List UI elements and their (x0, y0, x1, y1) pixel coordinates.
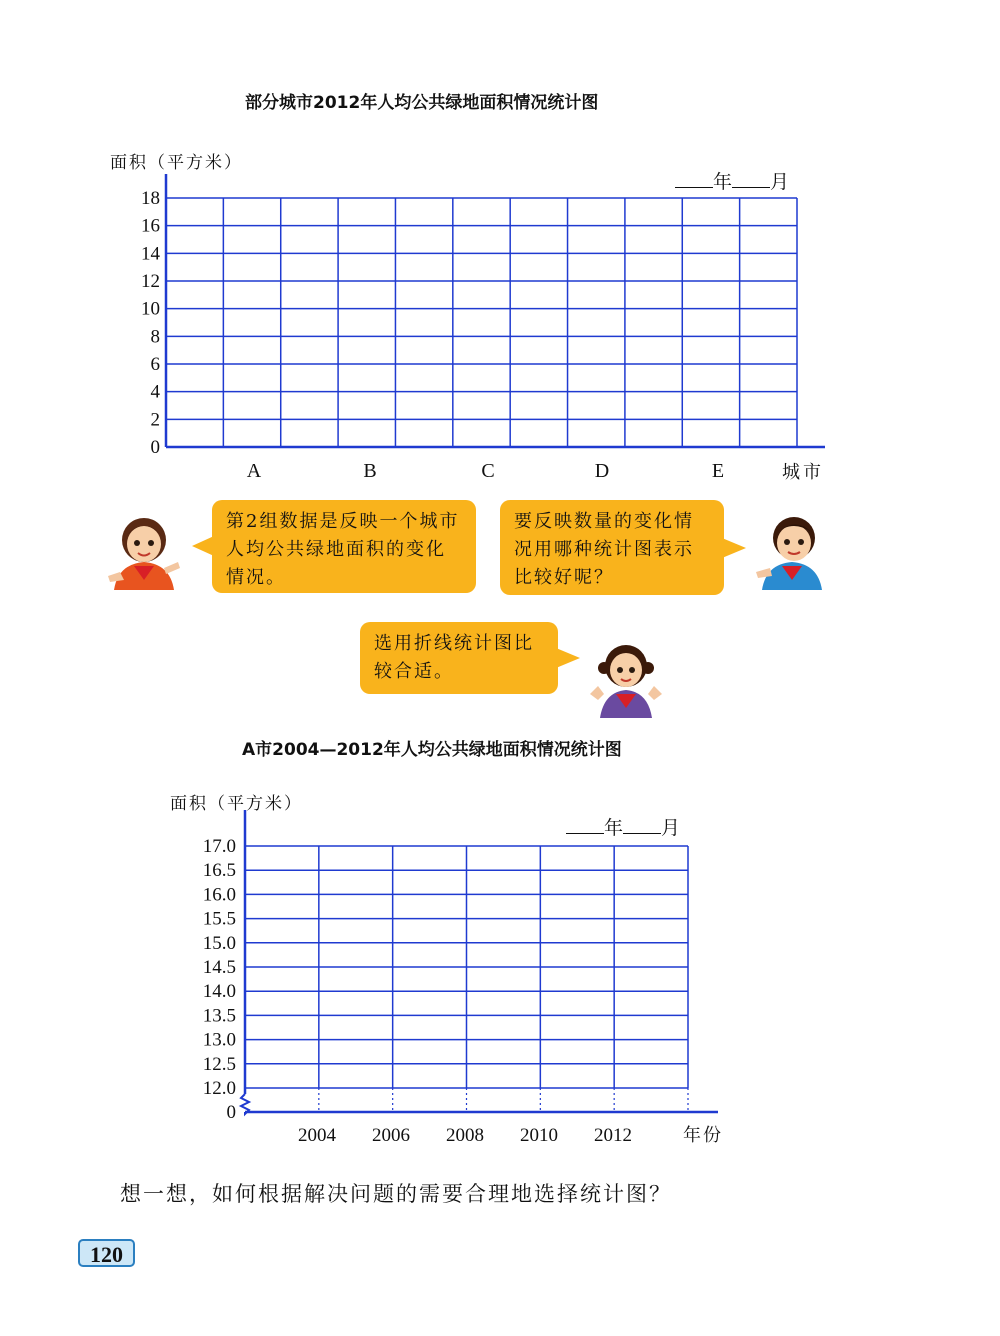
chart2-grid (0, 780, 1000, 1160)
chart1-y-tick-label: 16 (141, 215, 160, 237)
speech-text-girl-left: 第2组数据是反映一个城市人均公共绿地面积的变化情况。 (226, 511, 460, 588)
chart2-title: A市2004—2012年人均公共绿地面积情况统计图 (242, 740, 622, 760)
speech-bubble-girl-left (212, 500, 476, 593)
speech-text-boy-right: 要反映数量的变化情况用哪种统计图表示比较好呢？ (514, 511, 694, 588)
chart2-y-axis-label: 面积（平方米） (170, 794, 303, 814)
chart1-x-tick-label: C (481, 460, 495, 482)
chart1-x-tick-label: D (594, 460, 610, 482)
speech-text-girl-center: 选用折线统计图比较合适。 (374, 633, 534, 682)
chart1-x-tick-label: A (246, 460, 262, 482)
chart2-y-tick-label: 12.0 (202, 1078, 236, 1099)
speech-bubble-girl-center (360, 622, 558, 694)
chart1-x-axis-label: 城市 (782, 462, 824, 483)
reflection-question: 想一想，如何根据解决问题的需要合理地选择统计图？ (120, 1182, 672, 1206)
chart2-date-field: 年 月 (566, 813, 680, 840)
chart2-x-axis-label: 年份 (683, 1125, 723, 1146)
girl-center-illustration (584, 638, 668, 722)
chart2-y-tick-label: 13.5 (202, 1005, 236, 1027)
chart1-y-tick-label: 10 (141, 298, 160, 320)
chart2-y-tick-label: 15.0 (202, 932, 236, 954)
chart2-y-tick-label: 14.0 (202, 981, 236, 1003)
chart1-y-tick-label: 0 (150, 437, 160, 458)
chart1-y-tick-label: 14 (141, 243, 160, 265)
chart1-y-axis-label: 面积（平方米） (110, 153, 243, 173)
chart2-x-tick-label: 2008 (446, 1125, 484, 1146)
chart2-y-tick-label: 15.5 (202, 908, 236, 930)
chart1-x-tick-label: B (363, 460, 377, 482)
chart1-y-tick-label: 6 (150, 354, 160, 375)
chart1-grid (0, 0, 1000, 500)
chart1-y-tick-label: 4 (150, 381, 160, 403)
chart1-y-tick-label: 12 (141, 271, 160, 292)
chart2-x-tick-label: 2012 (594, 1125, 632, 1146)
chart1-y-tick-label: 2 (150, 409, 160, 431)
chart1-x-tick-label: E (711, 460, 725, 482)
chart1-y-tick-label: 8 (150, 326, 160, 348)
page-number-badge: 120 (78, 1239, 135, 1267)
chart2-x-tick-label: 2004 (298, 1125, 336, 1146)
chart2-y-tick-label: 13.0 (202, 1029, 236, 1051)
chart2-x-tick-label: 2006 (372, 1125, 410, 1146)
speech-bubble-boy-right (500, 500, 724, 595)
boy-right-illustration (752, 508, 832, 594)
chart2-y-tick-label: 12.5 (202, 1053, 236, 1075)
chart2-y-tick-label: 16.5 (202, 860, 236, 882)
chart2-y-tick-label: 14.5 (202, 957, 236, 978)
chart2-y-tick-label: 17.0 (202, 836, 236, 857)
chart1-y-tick-label: 18 (141, 188, 160, 209)
chart1-title: 部分城市2012年人均公共绿地面积情况统计图 (245, 93, 599, 113)
chart1-date-field: 年 月 (675, 167, 789, 194)
chart2-x-tick-label: 2010 (520, 1125, 558, 1146)
chart2-y-tick-label: 0 (226, 1102, 236, 1123)
girl-left-illustration (104, 510, 184, 594)
chart2-y-tick-label: 16.0 (202, 884, 236, 906)
